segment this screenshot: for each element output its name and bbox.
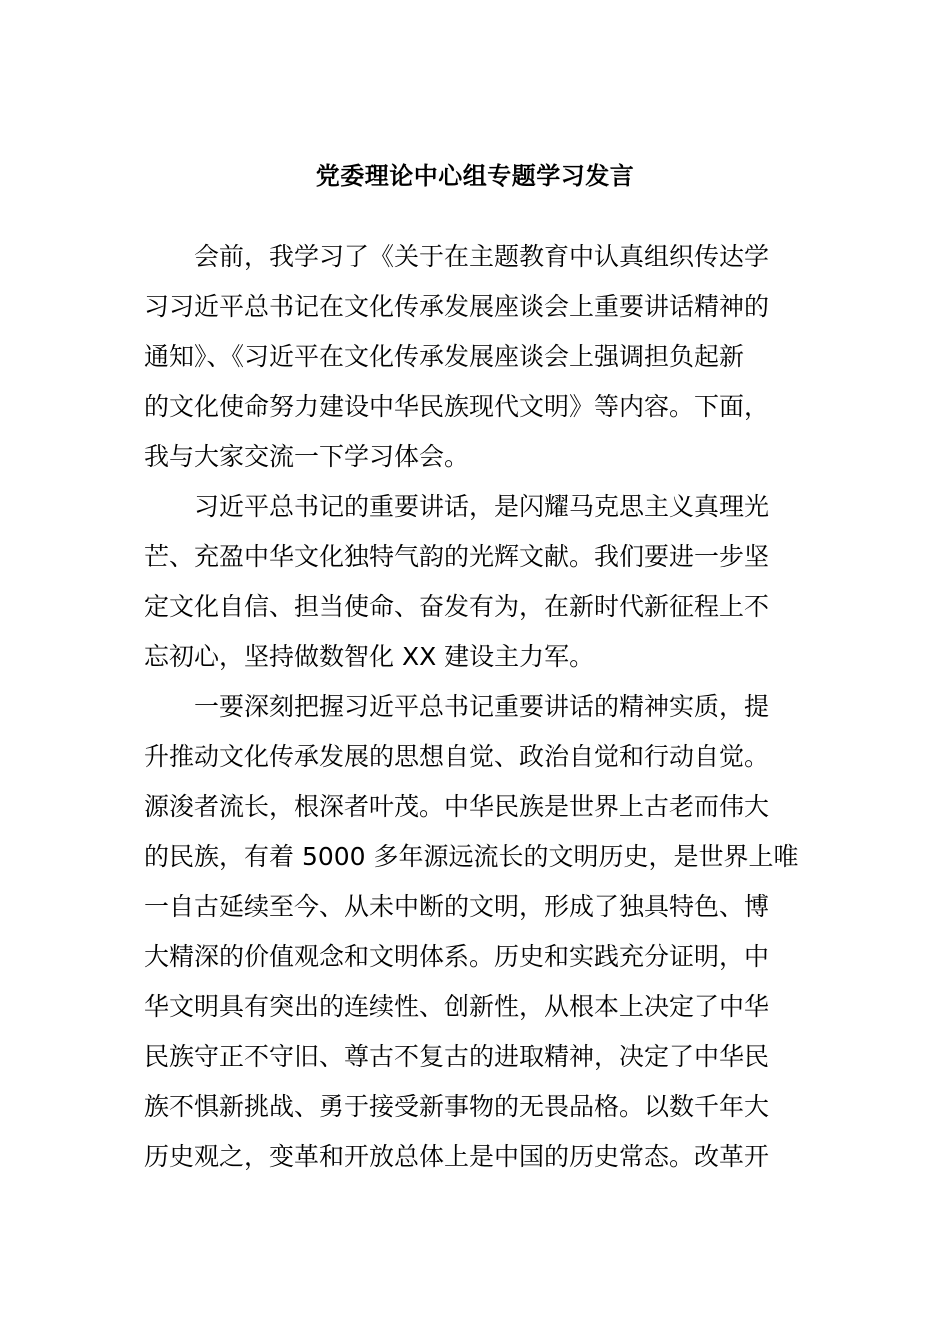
paragraph-1 (144, 232, 808, 482)
paragraph-line: 民族守正不守旧、尊古不复古的进取精神，决定了中华民 (144, 1042, 770, 1071)
paragraph-line: 华文明具有突出的连续性、创新性，从根本上决定了中华 (144, 992, 770, 1021)
paragraph-line: 一要深刻把握习近平总书记重要讲话的精神实质，提 (194, 692, 770, 721)
paragraph-line: 一自古延续至今、从未中断的文明，形成了独具特色、博 (144, 892, 770, 921)
paragraph-line: 忘初心，坚持做数智化 XX 建设主力军。 (144, 642, 595, 671)
paragraph-line: 的民族，有着 5000 多年源远流长的文明历史，是世界上唯 (144, 842, 799, 871)
paragraph-line: 定文化自信、担当使命、奋发有为，在新时代新征程上不 (144, 592, 770, 621)
paragraph-line: 我与大家交流一下学习体会。 (144, 442, 470, 471)
paragraph-line: 通知》、《习近平在文化传承发展座谈会上强调担负起新 (144, 342, 745, 371)
paragraph-line: 源浚者流长，根深者叶茂。中华民族是世界上古老而伟大 (144, 792, 770, 821)
paragraph-line: 芒、充盈中华文化独特气韵的光辉文献。我们要进一步坚 (144, 542, 770, 571)
document-body (144, 232, 808, 1182)
document-title: 党委理论中心组专题学习发言 (315, 162, 635, 190)
paragraph-line: 升推动文化传承发展的思想自觉、政治自觉和行动自觉。 (144, 742, 770, 771)
paragraph-line: 历史观之，变革和开放总体上是中国的历史常态。改革开 (144, 1142, 770, 1171)
paragraph-line: 族不惧新挑战、勇于接受新事物的无畏品格。以数千年大 (144, 1092, 770, 1121)
paragraph-line: 会前，我学习了《关于在主题教育中认真组织传达学 (194, 242, 770, 271)
paragraph-line: 习习近平总书记在文化传承发展座谈会上重要讲话精神的 (144, 292, 770, 321)
paragraph-line: 习近平总书记的重要讲话，是闪耀马克思主义真理光 (194, 492, 770, 521)
paragraph-line: 的文化使命努力建设中华民族现代文明》等内容。下面， (144, 392, 770, 421)
paragraph-2 (144, 482, 808, 682)
paragraph-line: 大精深的价值观念和文明体系。历史和实践充分证明，中 (144, 942, 770, 971)
paragraph-3 (144, 682, 808, 1182)
